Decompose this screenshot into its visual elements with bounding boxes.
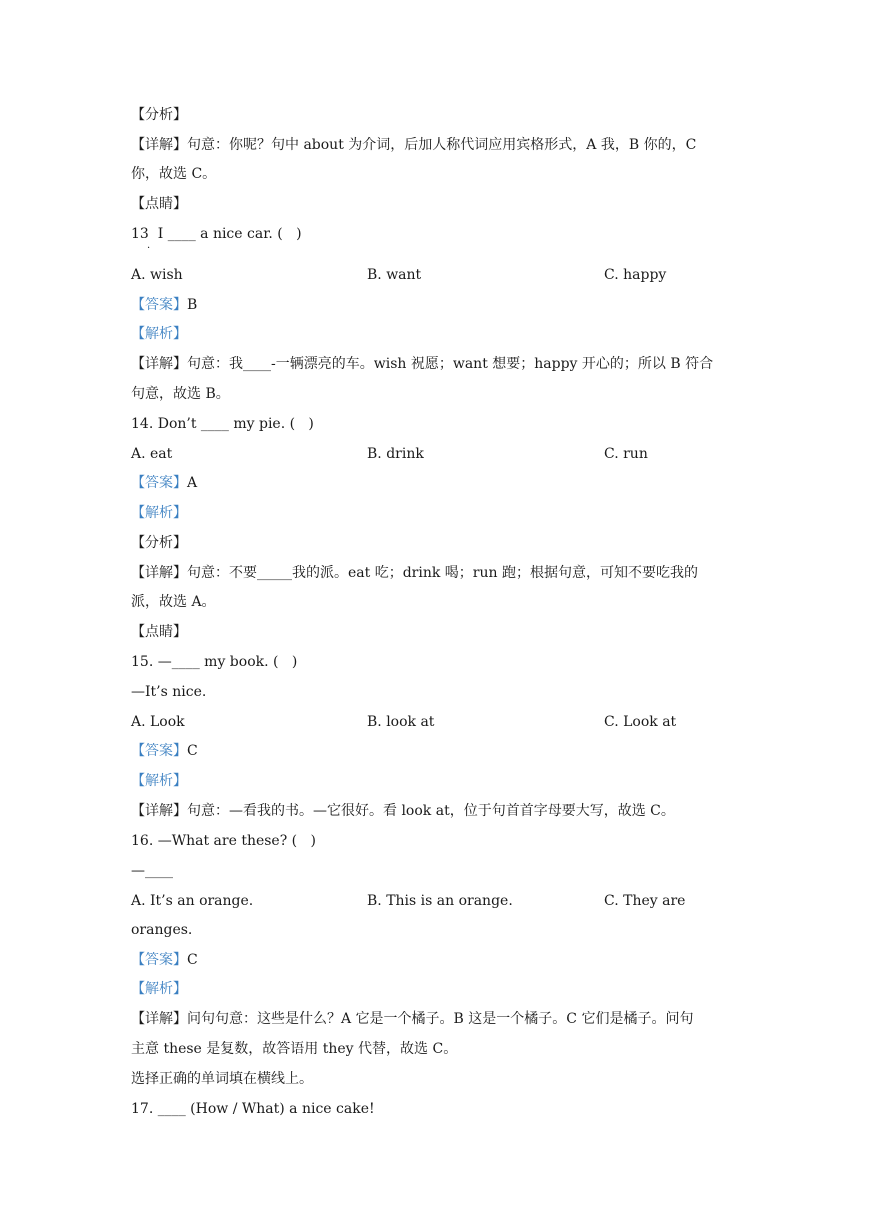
explanation-text: 你，故选 C。 <box>131 166 217 182</box>
answer-label: 【答案】 <box>131 743 187 759</box>
explanation-text: 主意 these 是复数，故答语用 they 代替，故选 C。 <box>131 1041 458 1057</box>
explanation-text: 【详解】句意：你呢？句中 about 为介词，后加人称代词应用宾格形式，A 我，B 你的，C <box>131 137 697 153</box>
answer-value: A <box>187 475 198 491</box>
option-c: C. run <box>604 446 648 462</box>
option-a: A. Look <box>131 714 185 730</box>
answer-line <box>131 741 198 761</box>
answer-label: 【答案】 <box>131 297 187 313</box>
question-17: 17. ____ (How / What) a nice cake! <box>131 1101 375 1117</box>
explanation-text: 【详解】句意：不要_____我的派。eat 吃；drink 喝；run 跑；根据句意，可知不要吃我的 <box>131 565 698 581</box>
answer-line <box>131 295 197 315</box>
option-b: B. look at <box>367 714 435 730</box>
answer-label: 【答案】 <box>131 952 187 968</box>
option-c-continued: oranges. <box>131 922 193 938</box>
answer-line <box>131 950 198 970</box>
explanation-text: 派，故选 A。 <box>131 594 216 610</box>
analysis-label: 【解析】 <box>131 326 187 342</box>
option-a: A. It’s an orange. <box>131 893 254 909</box>
question-13: 13 I ____ a nice car. ( ) <box>131 226 302 242</box>
explanation-text: 【详解】句意：我____-一辆漂亮的车。wish 祝愿；want 想要；happy 开心的；所以 B 符合 <box>131 356 714 372</box>
option-c: C. happy <box>604 267 667 283</box>
answer-label: 【答案】 <box>131 475 187 491</box>
question-16: 16. —What are these? ( ) <box>131 833 316 849</box>
dialogue-line: —____ <box>131 863 173 879</box>
option-a: A. wish <box>131 267 183 283</box>
question-14: 14. Don’t ____ my pie. ( ) <box>131 416 314 432</box>
section-instruction: 选择正确的单词填在横线上。 <box>131 1071 313 1087</box>
analysis-label: 【解析】 <box>131 981 187 997</box>
analysis-heading: 【分析】 <box>131 107 187 123</box>
dialogue-line: —It’s nice. <box>131 684 207 700</box>
option-c: C. Look at <box>604 714 677 730</box>
option-b: B. This is an orange. <box>367 893 513 909</box>
option-c: C. They are <box>604 893 686 909</box>
comment-heading: 【点睛】 <box>131 624 187 640</box>
explanation-text: 句意，故选 B。 <box>131 386 230 402</box>
option-a: A. eat <box>131 446 173 462</box>
option-b: B. want <box>367 267 422 283</box>
question-15: 15. —____ my book. ( ) <box>131 654 298 670</box>
answer-value: C <box>187 952 198 968</box>
answer-value: B <box>187 297 198 313</box>
explanation-text: 【详解】问句句意：这些是什么？A 它是一个橘子。B 这是一个橘子。C 它们是橘子。问句 <box>131 1011 694 1027</box>
dot-mark: · <box>147 243 151 254</box>
analysis-label: 【解析】 <box>131 773 187 789</box>
analysis-heading: 【分析】 <box>131 535 187 551</box>
explanation-text: 【详解】句意：—看我的书。—它很好。看 look at，位于句首首字母要大写，故选 C。 <box>131 803 675 819</box>
answer-value: C <box>187 743 198 759</box>
option-b: B. drink <box>367 446 424 462</box>
analysis-label: 【解析】 <box>131 505 187 521</box>
answer-line <box>131 473 197 493</box>
comment-heading: 【点睛】 <box>131 196 187 212</box>
